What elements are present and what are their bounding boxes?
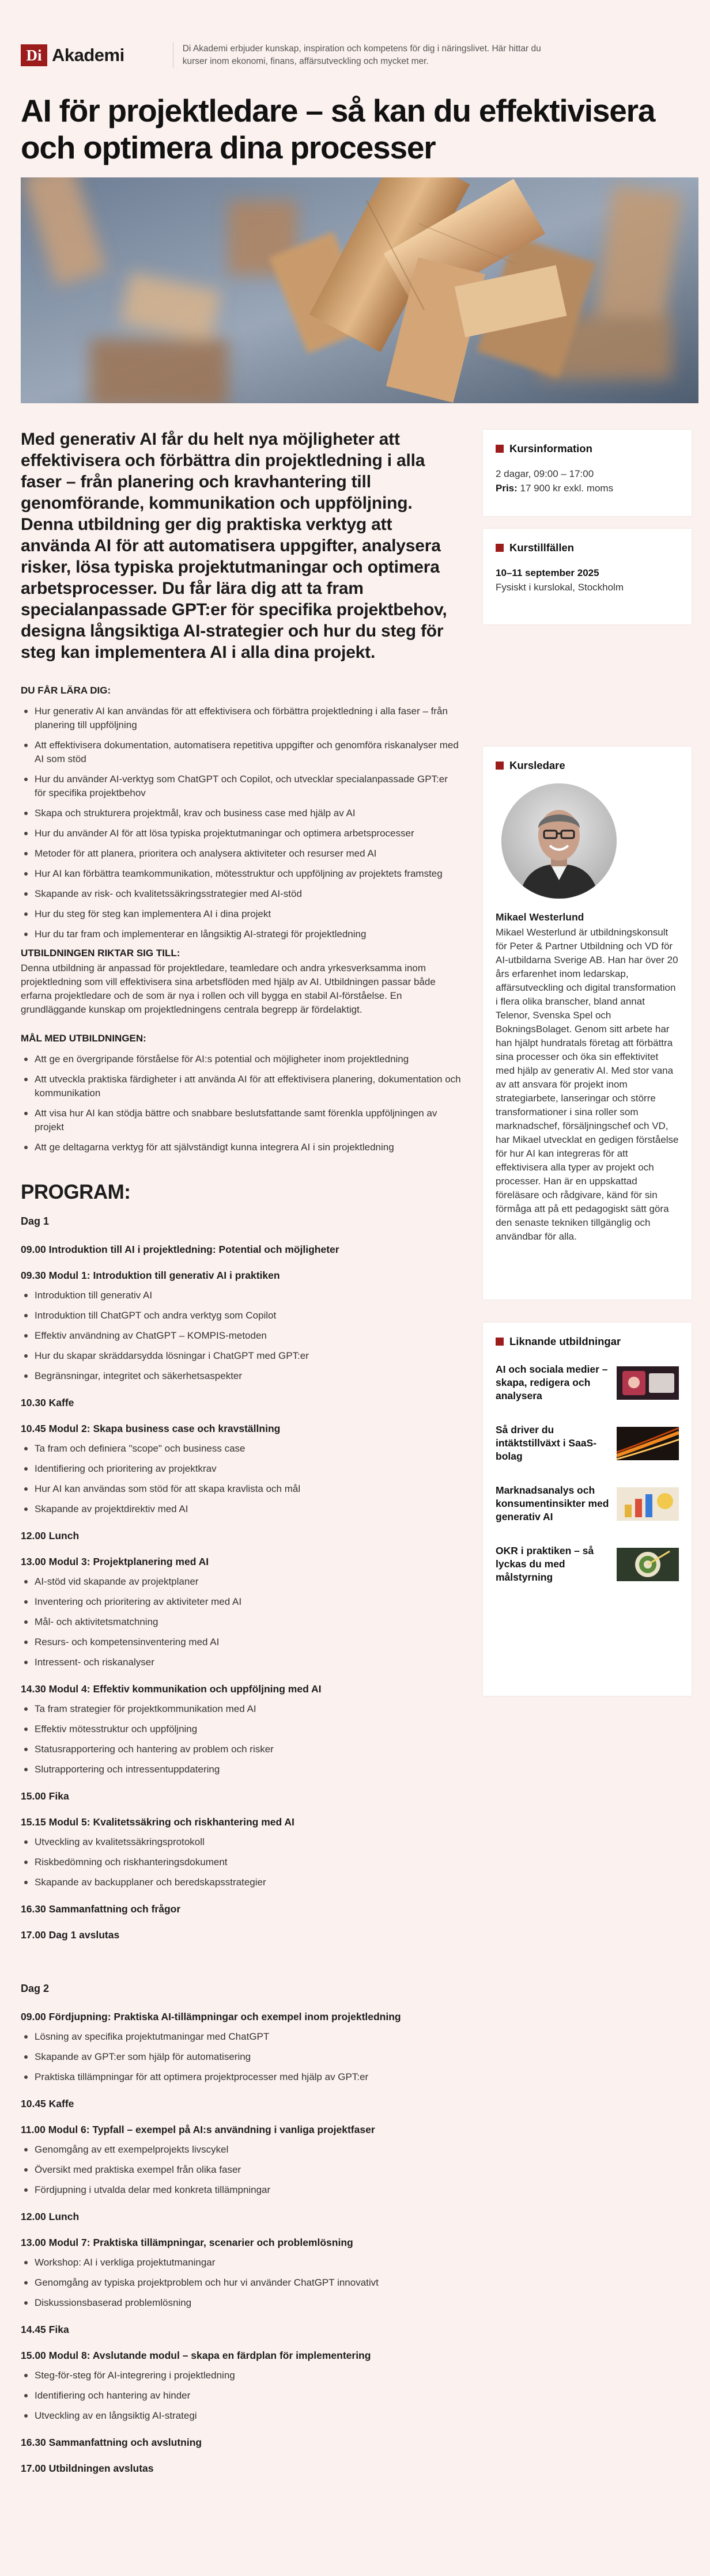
list-item: Hur du använder AI-verktyg som ChatGPT och Copilot, och utvecklar specialanpassade GPT:er för specifika projektbehov (21, 772, 461, 800)
list-item: Effektiv mötesstruktur och uppföljning (21, 1722, 461, 1736)
module-block (21, 1816, 461, 1889)
logo-mark: Di (21, 44, 47, 66)
list-item: Intressent- och riskanalyser (21, 1656, 461, 1669)
market-analysis-thumbnail-icon (617, 1487, 679, 1521)
module-title: 14.30 Modul 4: Effektiv kommunikation och uppföljning med AI (21, 1683, 322, 1695)
list-item: Hur AI kan förbättra teamkommunikation, mötesstruktur och uppföljning av projektets framsteg (21, 867, 461, 881)
list-item: Skapande av GPT:er som hjälp för automatisering (21, 2050, 461, 2064)
list-item: Att effektivisera dokumentation, automatisera repetitiva uppgifter och genomföra riskanalyser med AI som stöd (21, 738, 461, 766)
square-bullet-icon (496, 445, 504, 453)
list-item: Steg-för-steg för AI-integrering i projektledning (21, 2369, 461, 2382)
hero-image (21, 177, 698, 403)
list-item: Effektiv användning av ChatGPT – KOMPIS-metoden (21, 1329, 461, 1343)
audience-text: Denna utbildning är anpassad för projektledare, teamledare och andra yrkesverksamma inom projektledning som vill effektivisera sina arbetsflöden med hjälp av AI. Utbildningen passar både erfarna projektledare och de som är nya i rollen och vill bygga en stabil AI-förståelse. En grundläggande kunskap om projektledningens centrala begrepp är fördelaktigt. (21, 963, 436, 1015)
list-item: Introduktion till ChatGPT och andra verktyg som Copilot (21, 1309, 461, 1323)
list-item: Ta fram strategier för projektkommunikation med AI (21, 1702, 461, 1716)
list-item: Hur du använder AI för att lösa typiska projektutmaningar och optimera arbetsprocesser (21, 827, 461, 840)
module-block (21, 2124, 461, 2197)
related-course-link[interactable] (496, 1363, 679, 1403)
related-course-title[interactable]: AI och sociala medier – skapa, redigera och analysera (496, 1363, 608, 1401)
day-label: Dag 1 (21, 1215, 50, 1227)
module-block (21, 2237, 461, 2310)
card-heading (496, 1335, 679, 1348)
module-items (21, 1835, 461, 1889)
list-item: Hur du skapar skräddarsydda lösningar i ChatGPT med GPT:er (21, 1349, 461, 1363)
module-items (21, 1575, 461, 1669)
card-heading (496, 541, 679, 554)
module-title: 10.45 Modul 2: Skapa business case och kravställning (21, 1423, 281, 1434)
schedule-item: 15.00 Fika (21, 1790, 69, 1802)
card-heading-text: Liknande utbildningar (509, 1335, 621, 1347)
day-label: Dag 2 (21, 1983, 50, 1994)
related-course-title[interactable]: Så driver du intäktstillväxt i SaaS-bolag (496, 1424, 597, 1462)
list-item: Att ge en övergripande förståelse för AI:s potential och möjligheter inom projektledning (21, 1052, 461, 1066)
goals-heading: MÅL MED UTBILDNINGEN: (21, 1033, 146, 1044)
related-course-thumbnail[interactable] (617, 1548, 679, 1581)
card-heading (496, 759, 679, 772)
list-item: Skapande av backupplaner och beredskapsstrategier (21, 1876, 461, 1889)
list-item: Utveckling av en långsiktig AI-strategi (21, 2409, 461, 2423)
audience-heading: UTBILDNINGEN RIKTAR SIG TILL: (21, 948, 180, 959)
module-title: 13.00 Modul 7: Praktiska tillämpningar, scenarier och problemlösning (21, 2237, 353, 2248)
list-item: Statusrapportering och hantering av problem och risker (21, 1742, 461, 1756)
price-value: 17 900 kr exkl. moms (520, 483, 614, 494)
list-item: Skapande av projektdirektiv med AI (21, 1502, 461, 1516)
list-item: Diskussionsbaserad problemlösning (21, 2296, 461, 2310)
list-item: Genomgång av ett exempelprojekts livscykel (21, 2143, 461, 2157)
wooden-blocks-illustration (21, 177, 698, 403)
program-day-1 (21, 1215, 461, 1941)
course-duration: 2 dagar, 09:00 – 17:00 (496, 468, 594, 479)
course-price (496, 481, 679, 495)
course-leader-card (483, 747, 692, 1300)
list-item: Hur generativ AI kan användas för att effektivisera och förbättra projektledning i alla faser – från planering till uppföljning (21, 704, 461, 732)
card-heading-text: Kursinformation (509, 442, 592, 454)
course-dates-card (483, 529, 692, 624)
learn-list (21, 704, 461, 941)
list-item: Att visa hur AI kan stödja bättre och snabbare beslutsfattande samt förenkla uppföljningen av projekt (21, 1107, 461, 1134)
logo-text: Akademi (52, 45, 124, 65)
list-item: Skapa och strukturera projektmål, krav och business case med hjälp av AI (21, 806, 461, 820)
square-bullet-icon (496, 544, 504, 552)
target-thumbnail-icon (617, 1548, 679, 1581)
list-item: Praktiska tillämpningar för att optimera projektprocesser med hjälp av GPT:er (21, 2070, 461, 2084)
leader-portrait-icon (501, 783, 617, 899)
growth-thumbnail-icon (617, 1427, 679, 1460)
module-title: 13.00 Modul 3: Projektplanering med AI (21, 1556, 209, 1567)
module-block (21, 1270, 461, 1383)
list-item: Översikt med praktiska exempel från olika faser (21, 2163, 461, 2177)
related-course-link[interactable] (496, 1544, 679, 1584)
related-course-thumbnail[interactable] (617, 1427, 679, 1460)
list-item: Att utveckla praktiska färdigheter i att använda AI för att effektivisera planering, dokumentation och kommunikation (21, 1073, 461, 1100)
module-items (21, 1289, 461, 1383)
list-item: Identifiering och hantering av hinder (21, 2389, 461, 2403)
module-items (21, 2256, 461, 2310)
schedule-item: 12.00 Lunch (21, 1530, 80, 1541)
module-block (21, 1683, 461, 1776)
related-course-title[interactable]: Marknadsanalys och konsumentinsikter med generativ AI (496, 1484, 609, 1522)
schedule-item: 16.30 Sammanfattning och avslutning (21, 2437, 202, 2448)
main-content (21, 429, 461, 2488)
site-header (21, 38, 689, 73)
module-title: 09.00 Fördjupning: Praktiska AI-tillämpningar och exempel inom projektledning (21, 2011, 401, 2022)
list-item: Resurs- och kompetensinventering med AI (21, 1635, 461, 1649)
square-bullet-icon (496, 762, 504, 770)
related-course-thumbnail[interactable] (617, 1366, 679, 1400)
card-heading (496, 442, 679, 455)
list-item: Genomgång av typiska projektproblem och hur vi använder ChatGPT innovativt (21, 2276, 461, 2290)
di-akademi-logo[interactable] (21, 44, 124, 66)
card-heading-text: Kurstillfällen (509, 541, 575, 554)
module-title: 09.30 Modul 1: Introduktion till generativ AI i praktiken (21, 1270, 280, 1281)
list-item: Mål- och aktivitetsmatchning (21, 1615, 461, 1629)
course-lead: Med generativ AI får du helt nya möjligheter att effektivisera och förbättra din projektledning i alla faser – från planering och kravhantering till genomförande, kommunikation och uppföljning. Denna utbildning ger dig praktiska verktyg att använda AI för att automatisera uppgifter, analysera risker, lösa typiska projektutmaningar och optimera arbetsprocesser. Du får lära dig att ta fram specialanpassade GPT:er för specifika projektbehov, designa långsiktiga AI-strategier och hur du steg för steg kan implementera AI i alla dina projekt. (21, 430, 447, 662)
module-items (21, 2030, 461, 2084)
list-item: Hur du steg för steg kan implementera AI i dina projekt (21, 907, 461, 921)
module-title: 15.00 Modul 8: Avslutande modul – skapa en färdplan för implementering (21, 2350, 371, 2361)
module-title: 15.15 Modul 5: Kvalitetssäkring och riskhantering med AI (21, 1816, 294, 1828)
course-location: Fysiskt i kurslokal, Stockholm (496, 582, 624, 593)
card-heading-text: Kursledare (509, 759, 565, 771)
list-item: Metoder för att planera, prioritera och analysera aktiviteter och resurser med AI (21, 847, 461, 861)
schedule-item: 16.30 Sammanfattning och frågor (21, 1903, 181, 1915)
list-item: AI-stöd vid skapande av projektplaner (21, 1575, 461, 1589)
module-block (21, 2011, 461, 2084)
module-block (21, 2350, 461, 2423)
list-item: Hur du tar fram och implementerar en långsiktig AI-strategi för projektledning (21, 927, 461, 941)
related-course-thumbnail[interactable] (617, 1487, 679, 1521)
course-info-card (483, 430, 692, 516)
list-item: Fördjupning i utvalda delar med konkreta tillämpningar (21, 2183, 461, 2197)
schedule-item: 10.45 Kaffe (21, 2098, 74, 2109)
program-heading: PROGRAM: (21, 1181, 131, 1203)
price-label: Pris: (496, 483, 518, 494)
goals-list (21, 1052, 461, 1154)
list-item: Inventering och prioritering av aktiviteter med AI (21, 1595, 461, 1609)
header-tagline: Di Akademi erbjuder kunskap, inspiration och kompetens för dig i näringslivet. Här hittar du kurser inom ekonomi, finans, affärsutveckling och mycket mer. (173, 43, 565, 68)
module-block (21, 1423, 461, 1516)
module-items (21, 2143, 461, 2197)
avatar (501, 783, 617, 899)
schedule-item: 09.00 Introduktion till AI i projektledning: Potential och möjligheter (21, 1244, 339, 1255)
module-items (21, 1442, 461, 1516)
list-item: Riskbedömning och riskhanteringsdokument (21, 1855, 461, 1869)
list-item: Identifiering och prioritering av projektkrav (21, 1462, 461, 1476)
page-title: AI för projektledare – så kan du effektivisera och optimera dina processer (21, 93, 655, 165)
schedule-item: 14.45 Fika (21, 2324, 69, 2335)
list-item: Begränsningar, integritet och säkerhetsaspekter (21, 1369, 461, 1383)
course-date[interactable]: 10–11 september 2025 (496, 567, 599, 578)
list-item: Hur AI kan användas som stöd för att skapa kravlista och mål (21, 1482, 461, 1496)
square-bullet-icon (496, 1338, 504, 1346)
leader-bio: Mikael Westerlund är utbildningskonsult för Peter & Partner Utbildning och VD för AI-utbildarna Sverige AB. Han har över 20 års erfarenhet inom ledarskap, affärsutveckling och digital transformation i flera olika branscher, bland annat Telenor, Svenska Spel och BokningsBolaget. Genom sitt arbete har han hjälpt hundratals företag att förbättra sina processer och öka sin effektivitet med hjälp av generativ AI. Med stor vana av att ansvara för projekt inom strategiarbete, lanseringar och större transformationer i sina roller som marknadschef, försäljningschef och VD, har Mikael utvecklat en gedigen förståelse för hur AI kan integreras för att effektivisera alla typer av projekt och processer. Han är en uppskattad föreläsare och rådgivare, känd för sin förmåga att på ett pedagogiskt sätt göra den senaste tekniken tillgänglig och användbar för alla. (496, 927, 679, 1242)
program-day-2 (21, 1983, 461, 2475)
list-item: Att ge deltagarna verktyg för att självständigt kunna integrera AI i sin projektledning (21, 1141, 461, 1154)
list-item: Slutrapportering och intressentuppdatering (21, 1763, 461, 1776)
schedule-item: 12.00 Lunch (21, 2211, 80, 2222)
list-item: Workshop: AI i verkliga projektutmaningar (21, 2256, 461, 2270)
related-courses-card (483, 1323, 692, 1696)
related-course-link[interactable] (496, 1484, 679, 1524)
schedule-item: 10.30 Kaffe (21, 1397, 74, 1408)
list-item: Ta fram och definiera "scope" och business case (21, 1442, 461, 1456)
related-course-link[interactable] (496, 1423, 679, 1463)
list-item: Utveckling av kvalitetssäkringsprotokoll (21, 1835, 461, 1849)
schedule-item: 17.00 Utbildningen avslutas (21, 2463, 154, 2474)
learn-heading: DU FÅR LÄRA DIG: (21, 685, 111, 696)
module-items (21, 2369, 461, 2423)
module-title: 11.00 Modul 6: Typfall – exempel på AI:s användning i vanliga projektfaser (21, 2124, 375, 2135)
social-media-thumbnail-icon (617, 1366, 679, 1400)
schedule-item: 17.00 Dag 1 avslutas (21, 1929, 120, 1941)
module-block (21, 1556, 461, 1669)
related-course-title[interactable]: OKR i praktiken – så lyckas du med målstyrning (496, 1545, 594, 1583)
list-item: Lösning av specifika projektutmaningar med ChatGPT (21, 2030, 461, 2044)
module-items (21, 1702, 461, 1776)
leader-name: Mikael Westerlund (496, 911, 584, 923)
list-item: Introduktion till generativ AI (21, 1289, 461, 1302)
list-item: Skapande av risk- och kvalitetssäkringsstrategier med AI-stöd (21, 887, 461, 901)
